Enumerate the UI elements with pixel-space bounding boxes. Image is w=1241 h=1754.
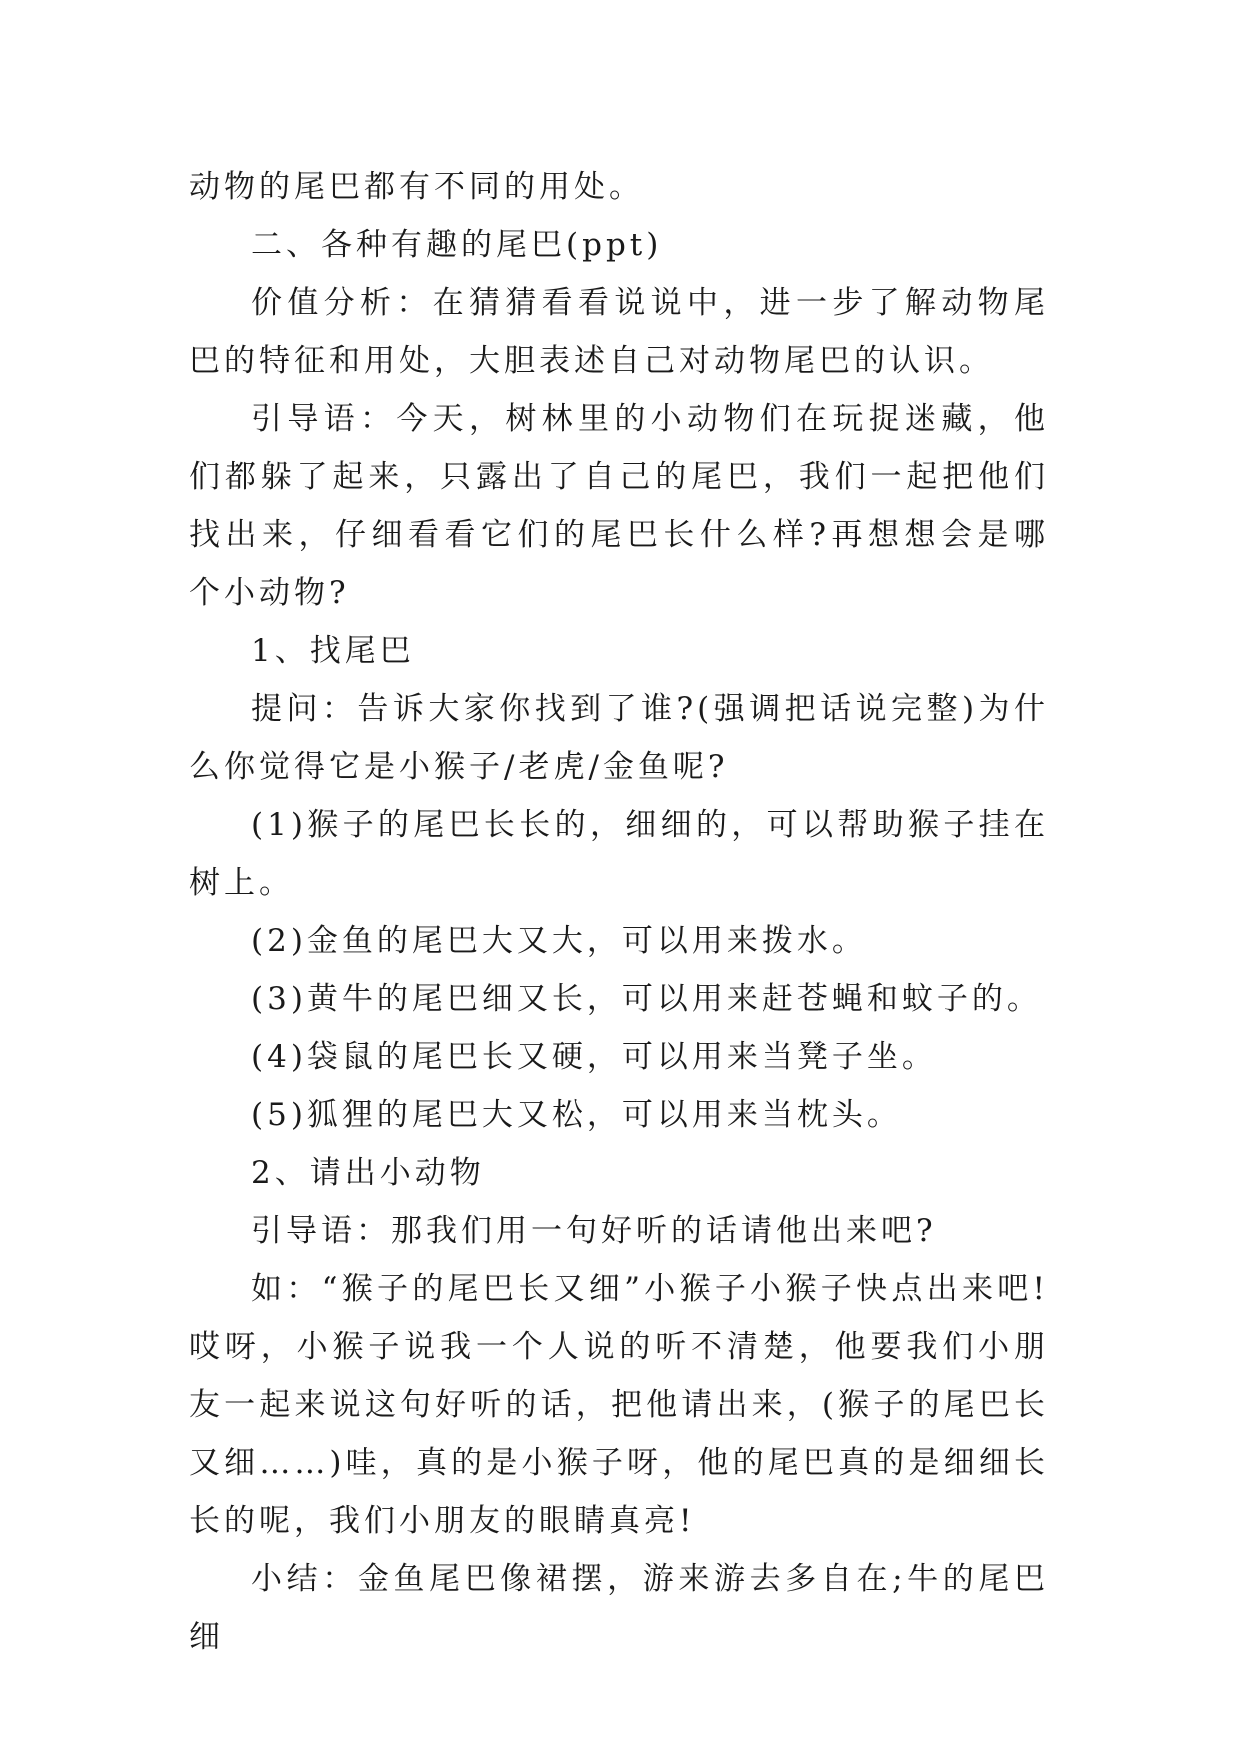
paragraph-value-analysis: 价值分析：在猜猜看看说说中，进一步了解动物尾巴的特征和用处，大胆表述自己对动物尾巴的认识。: [189, 285, 1049, 379]
paragraph-1: 动物的尾巴都有不同的用处。: [189, 169, 644, 205]
list-item-ox: (3)黄牛的尾巴细又长，可以用来赶苍蝇和蚊子的。: [251, 981, 1042, 1017]
paragraph-invite-intro: 引导语：那我们用一句好听的话请他出来吧?: [251, 1213, 937, 1249]
list-item-monkey: (1)猴子的尾巴长长的，细细的，可以帮助猴子挂在树上。: [189, 807, 1049, 901]
section-heading-interesting-tails: 二、各种有趣的尾巴(ppt): [251, 227, 663, 263]
list-item-fox: (5)狐狸的尾巴大又松，可以用来当枕头。: [251, 1097, 902, 1133]
paragraph-introduction: 引导语：今天，树林里的小动物们在玩捉迷藏，他们都躲了起来，只露出了自己的尾巴，我们一起把他们找出来，仔细看看它们的尾巴长什么样?再想想会是哪个小动物?: [189, 401, 1049, 611]
subheading-invite-animals: 2、请出小动物: [251, 1155, 485, 1191]
document-body: [189, 158, 1049, 1666]
paragraph-summary: 小结：金鱼尾巴像裙摆，游来游去多自在;牛的尾巴细: [189, 1561, 1049, 1655]
paragraph-example: 如：“猴子的尾巴长又细”小猴子小猴子快点出来吧!哎呀，小猴子说我一个人说的听不清楚，他要我们小朋友一起来说这句好听的话，把他请出来，(猴子的尾巴长又细……)哇，真的是小猴子呀，他的尾巴真的是细细长长的呢，我们小朋友的眼睛真亮!: [189, 1271, 1049, 1539]
list-item-kangaroo: (4)袋鼠的尾巴长又硬，可以用来当凳子坐。: [251, 1039, 937, 1075]
subheading-find-tails: 1、找尾巴: [251, 633, 415, 669]
paragraph-question: 提问：告诉大家你找到了谁?(强调把话说完整)为什么你觉得它是小猴子/老虎/金鱼呢?: [189, 691, 1049, 785]
list-item-goldfish: (2)金鱼的尾巴大又大，可以用来拨水。: [251, 923, 867, 959]
